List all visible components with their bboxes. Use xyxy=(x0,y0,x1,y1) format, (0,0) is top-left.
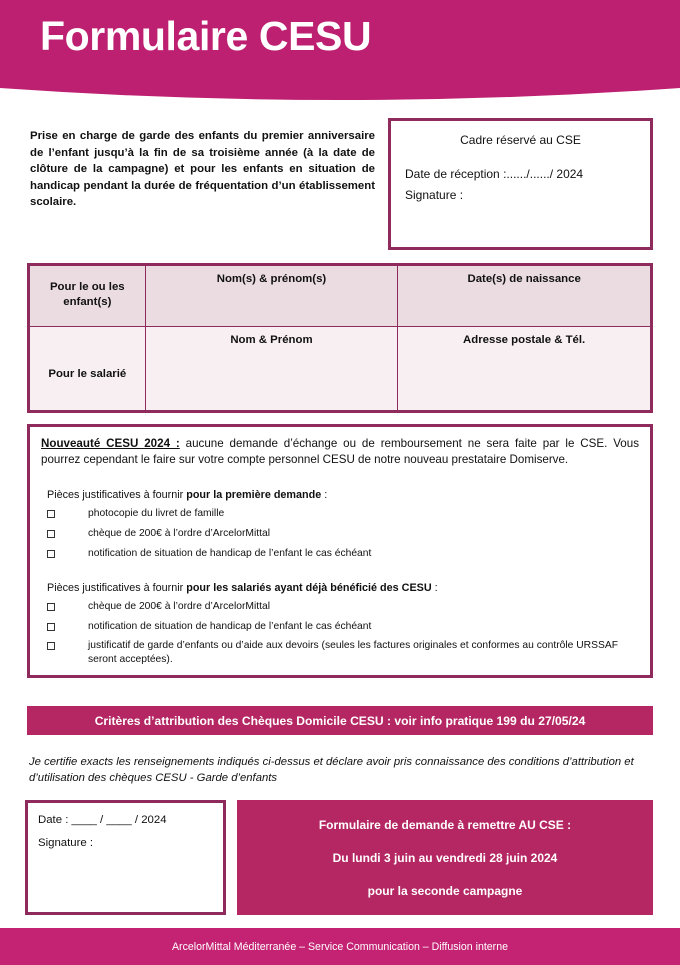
list-item[interactable] xyxy=(47,639,639,667)
first-request-docs-title xyxy=(41,489,639,501)
intro-section xyxy=(0,118,680,258)
row-label-employee-text: Pour le salarié xyxy=(48,368,127,380)
list-item-label: photocopie du livret de famille xyxy=(88,507,225,519)
first-request-title-bold: pour la première demande xyxy=(186,488,322,501)
deadline-line-1: Formulaire de demande à remettre AU CSE : xyxy=(318,817,572,832)
list-item-label: notification de situation de handicap de l’enfant le cas échéant xyxy=(88,547,372,559)
employee-name-cell[interactable] xyxy=(145,327,398,412)
page-footer xyxy=(0,928,680,965)
cse-reception-date-field[interactable]: Date de réception :....../....../ 2024 xyxy=(405,167,584,181)
first-request-docs-list xyxy=(41,507,639,561)
intro-description: Prise en charge de garde des enfants du premier anniversaire de l’enfant jusqu’à la fin de sa troisième année (à la date de clôture de la campagne) et pour les enfants en situation de handicap pendant la durée de fréquentation d’un établissement scolaire. xyxy=(30,130,375,209)
novelty-lead-label: Nouveauté CESU 2024 : xyxy=(41,437,180,450)
list-item[interactable] xyxy=(47,600,639,614)
criteria-banner xyxy=(27,706,653,735)
first-request-title-suffix: : xyxy=(321,488,328,501)
returning-title-prefix: Pièces justificatives à fournir xyxy=(47,581,187,594)
list-item-label: justificatif de garde d’enfants ou d’aide aux devoirs (seules les factures originales et conformes au contrôle URSSAF seront acceptées). xyxy=(88,640,618,666)
signature-field[interactable]: Signature : xyxy=(38,837,94,849)
returning-title-bold: pour les salariés ayant déjà bénéficié des CESU xyxy=(186,581,432,594)
list-item-label: chèque de 200€ à l’ordre d’ArcelorMittal xyxy=(88,600,271,612)
employee-address-cell[interactable] xyxy=(398,327,652,412)
row-label-employee xyxy=(29,327,146,412)
returning-employee-docs-list xyxy=(41,600,639,668)
deadline-line-3: pour la seconde campagne xyxy=(367,883,523,898)
page-header xyxy=(0,0,680,100)
cse-reserved-box xyxy=(388,118,653,250)
returning-title-suffix: : xyxy=(431,581,438,594)
row-label-children xyxy=(29,265,146,327)
requirements-box xyxy=(27,424,653,678)
list-item[interactable] xyxy=(47,507,639,521)
novelty-body-text: aucune demande d’échange ou de remboursement ne sera faite par le CSE. Vous pourrez cependant le faire sur votre compte personnel CESU de notre nouveau prestataire Domiserve. xyxy=(41,437,639,466)
table-row xyxy=(29,327,652,412)
children-names-cell[interactable] xyxy=(145,265,398,327)
checkbox-icon[interactable] xyxy=(47,510,55,518)
first-request-title-prefix: Pièces justificatives à fournir xyxy=(47,488,187,501)
deadline-line-2: Du lundi 3 juin au vendredi 28 juin 2024 xyxy=(332,850,558,865)
checkbox-icon[interactable] xyxy=(47,550,55,558)
cse-signature-field[interactable]: Signature : xyxy=(405,188,464,202)
table-row xyxy=(29,265,652,327)
list-item-label: notification de situation de handicap de l’enfant le cas échéant xyxy=(88,620,372,632)
children-names-header: Nom(s) & prénom(s) xyxy=(216,273,327,285)
children-birthdates-header: Date(s) de naissance xyxy=(467,273,581,285)
submission-deadline-box xyxy=(237,800,653,915)
page-title: Formulaire CESU xyxy=(40,13,372,59)
checkbox-icon[interactable] xyxy=(47,642,55,650)
checkbox-icon[interactable] xyxy=(47,623,55,631)
cse-box-title: Cadre réservé au CSE xyxy=(460,133,581,147)
certification-statement: Je certifie exacts les renseignements indiqués ci-dessus et déclare avoir pris connaissance des conditions d’attribution et d’utilisation des chèques CESU - Garde d’enfants xyxy=(29,756,634,784)
date-field[interactable]: Date : ____ / ____ / 2024 xyxy=(38,814,167,826)
employee-address-header: Adresse postale & Tél. xyxy=(463,334,586,346)
applicant-details-table xyxy=(27,263,653,413)
checkbox-icon[interactable] xyxy=(47,603,55,611)
footer-text: ArcelorMittal Méditerranée – Service Communication – Diffusion interne xyxy=(171,940,508,953)
list-item-label: chèque de 200€ à l’ordre d’ArcelorMittal xyxy=(88,527,271,539)
returning-employee-docs-title xyxy=(41,582,639,594)
checkbox-icon[interactable] xyxy=(47,530,55,538)
list-item[interactable] xyxy=(47,527,639,541)
list-item[interactable] xyxy=(47,620,639,634)
children-birthdates-cell[interactable] xyxy=(398,265,652,327)
date-signature-box xyxy=(25,800,226,915)
employee-name-header: Nom & Prénom xyxy=(230,334,313,346)
list-item[interactable] xyxy=(47,547,639,561)
novelty-paragraph xyxy=(41,436,639,468)
row-label-children-text: Pour le ou les enfant(s) xyxy=(49,281,125,309)
criteria-banner-text: Critères d’attribution des Chèques Domicile CESU : voir info pratique 199 du 27/05/24 xyxy=(94,713,586,728)
